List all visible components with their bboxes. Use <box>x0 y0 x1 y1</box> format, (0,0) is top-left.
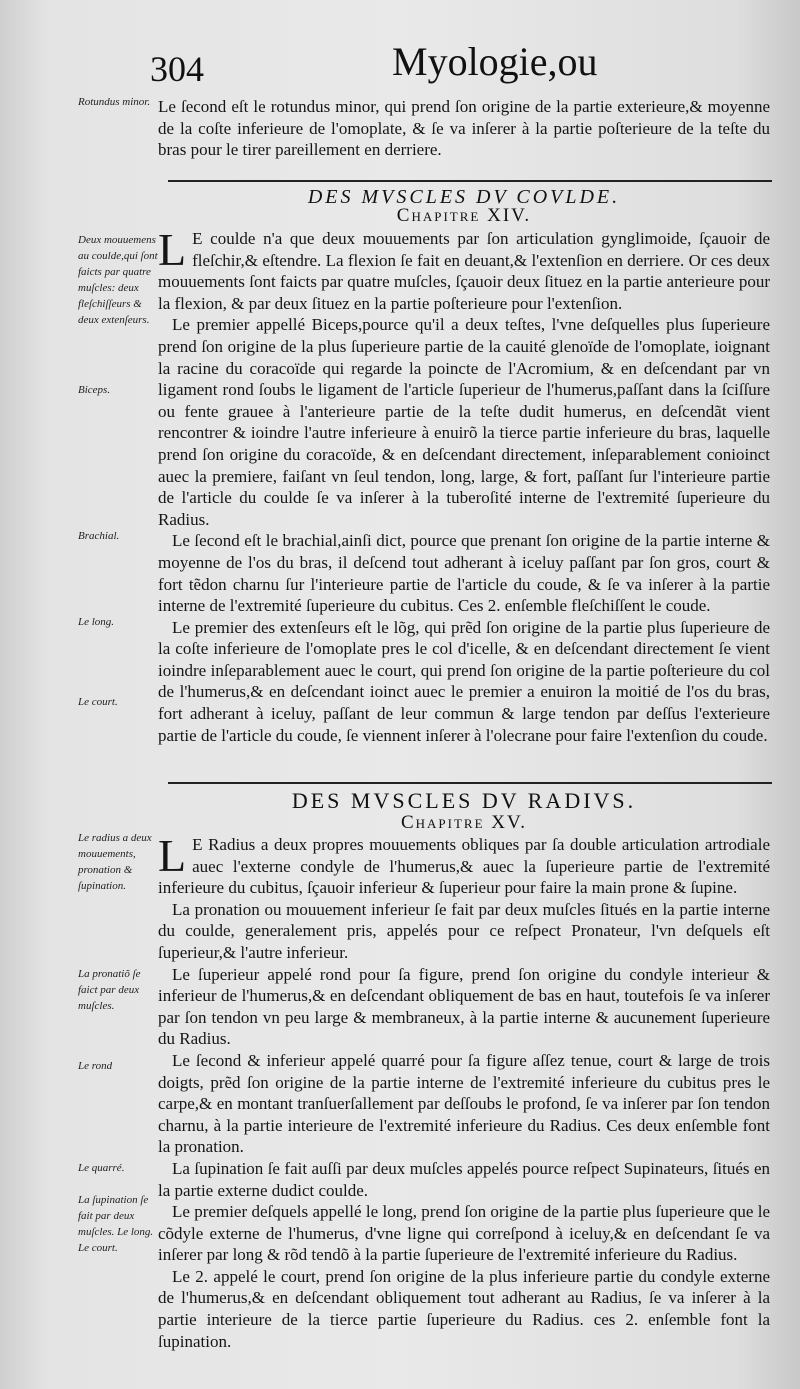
margin-note-rotundus: Rotundus minor. <box>78 96 151 108</box>
margin-note-le-long: Le long. <box>78 616 115 628</box>
running-head <box>0 38 800 98</box>
margin-note-le-quarre: Le quarré. <box>78 1162 125 1174</box>
margin-note-biceps: Biceps. <box>78 384 111 396</box>
margin-note-radius: Le radius a deux mouuements, pronation & ſupination. <box>78 832 152 892</box>
section1-body <box>158 224 770 746</box>
paragraph: Le premier appellé Biceps,pource qu'il a deux teſtes, l'vne deſquelles plus ſuperieure prend ſon origine de la plus ſuperieure partie de la cauité glenoïde de l'omoplate, ioignant la racine du coracoïde qui regarde la poincte de l'Acromium, & en deſcendant par vn ligament rond ſoubs le ligament de l'article ſuperieur de l'humerus,paſſant dans la ſciſſure ou fente grauee à l'anterieure partie de la teſte dudit humerus, en deſcendãt vient rencontrer & ioindre l'autre inferieure à enuirõ la tierce partie inferieure du bras, laquelle prend ſon origine du coracoïde, & en deſcendant directement, inſeparablement conioinct auec la premiere, faiſant vn ſeul tendon, long, large, & fort, paſſant ſur l'interieure partie de l'article du coulde ſe va inſerer à la tuberoſité interne de l'extremité ſuperieure du Radius. <box>158 315 770 529</box>
paragraph: Le ſecond eſt le brachial,ainſi dict, pource que prenant ſon origine de la partie interne & moyenne de l'os du bras, il deſcend tout adherant à iceluy paſſant par ſon gros, court & fort tẽdon charnu ſur l'interieure partie de l'article du coude, & ſe va inſerer à la partie interne de l'extremité ſuperieure du cubitus. Ces 2. enſemble fleſchiſſent le coude. <box>158 531 770 616</box>
paragraph: La ſupination ſe fait auſſi par deux muſcles appelés pource reſpect Supinateurs, ſitués en la partie externe dudict coulde. <box>158 1158 770 1200</box>
dropcap: L <box>158 224 187 275</box>
chapter-title-xv: Chapitre XV. <box>400 812 528 833</box>
margin-note-brachial: Brachial. <box>78 530 120 542</box>
margin-note-le-rond: Le rond <box>78 1060 113 1072</box>
paragraph: Le ſecond & inferieur appelé quarré pour ſa figure aſſez tenue, court & large de trois doigts, prẽd ſon origine de la partie interne de l'extremité inferieure du cubitus pres le carpe,& en montant tranſuerſallement par deſſoubs le profond, ſe va inſerer par ſon tendon charnu, à la partie interieure de l'extremité inferieure du Radius. Ces deux enſemble font la pronation. <box>158 1050 770 1157</box>
section-rule <box>168 782 772 784</box>
continuation-text <box>158 96 770 161</box>
paragraph: Le premier des extenſeurs eſt le lõg, qui prẽd ſon origine de la partie plus ſuperieure de la coſte inferieure de l'omoplate pres le col d'icelle, & en deſcendant directement ſe vient ioindre inſeparablement auec le court, qui prend ſon origine de la partie poſterieure du col de l'humerus,& en deſcendant ioinct auec le premier a enuiron la moitié de l'os du bras, fort adherant à iceluy, paſſant de leur commun & large tendon par deſſus l'exterieure partie de l'article du coude, ſe viennent inſerer à l'olecrane pour faire l'extenſion du coude. <box>158 617 770 745</box>
paragraph: Le ſecond eſt le rotundus minor, qui prend ſon origine de la partie exterieure,& moyenne de la coſte inferieure de l'omoplate, & ſe va inſerer à la partie poſterieure de la teſte du bras pour le tirer pareillement en derriere. <box>158 97 770 160</box>
paragraph: Le 2. appelé le court, prend ſon origine de la plus inferieure partie du condyle externe de l'humerus,& en deſcendant obliquement tout adherant au Radius, ſe va inſerer à la partie interieure de la tierce partie ſuperieure du Radius. ces 2. enſemble font la ſupination. <box>158 1266 770 1351</box>
margin-note-pronation: La pronatiõ ſe faict par deux muſcles. <box>78 968 141 1012</box>
margin-note-le-court: Le court. <box>78 696 118 708</box>
margin-note-deux-mouuemens: Deux mouuemens au coulde,qui ſont faicts par quatre muſcles: deux fleſchiſſeurs & deux extenſeurs. <box>78 234 158 326</box>
paragraph: Le premier deſquels appellé le long, prend ſon origine de la partie plus ſuperieure que le cõdyle externe de l'humerus, d'vne ligne qui correſpond à iceluy,& en deſcendant ſe va inſerer par long & rõd tendõ à la partie ſuperieure de l'extremité inferieure du Radius. <box>158 1202 770 1265</box>
running-title: Myologie,ou <box>392 39 598 84</box>
margin-note-supination: La ſupination ſe fait par deux muſcles. Le long. Le court. <box>78 1194 154 1254</box>
section-title-radius: DES MVSCLES DV RADIVS. <box>291 788 637 813</box>
dropcap: L <box>158 830 187 881</box>
section-title-coulde: DES MVSCLES DV COVLDE. <box>307 186 621 208</box>
page-number: 304 <box>150 49 204 89</box>
paragraph: L E coulde n'a que deux mouuements par ſon articulation gynglimoide, ſçauoir de fleſchir,& eſtendre. La flexion ſe fait en deuant,& l'extenſion en derriere. Or ces deux mouuements ſont faicts par quatre muſcles, ſçauoir deux ſituez en la partie anterieure pour la flexion, & par deux ſituez en la partie poſterieure pour l'extenſion. <box>158 224 770 313</box>
section-rule <box>168 180 772 182</box>
paragraph: L E Radius a deux propres mouuements obliques par ſa double articulation artrodiale auec l'externe condyle de l'humerus,& auec la ſuperieure partie de l'extremité inferieure du cubitus, ſçauoir inferieur & ſuperieur pour faire la main prone & ſupine. <box>158 830 770 898</box>
paragraph: Le ſuperieur appelé rond pour ſa figure, prend ſon origine du condyle interieur & inferieur de l'humerus,& en deſcendant obliquement de bas en haut, toutefois ſe va inſerer par ſon tendon vn peu large & membraneux, à la partie interne & aucunement ſuperieure du Radius. <box>158 964 770 1049</box>
paragraph: La pronation ou mouuement inferieur ſe fait par deux muſcles ſitués en la partie interne du coulde, generalement pris, appelés pour ce reſpect Pronateur, l'vn deſquels eſt ſuperieur,& l'autre inferieur. <box>158 899 770 962</box>
section2-body <box>158 830 770 1352</box>
chapter-title-xiv: Chapitre XIV. <box>396 205 532 226</box>
